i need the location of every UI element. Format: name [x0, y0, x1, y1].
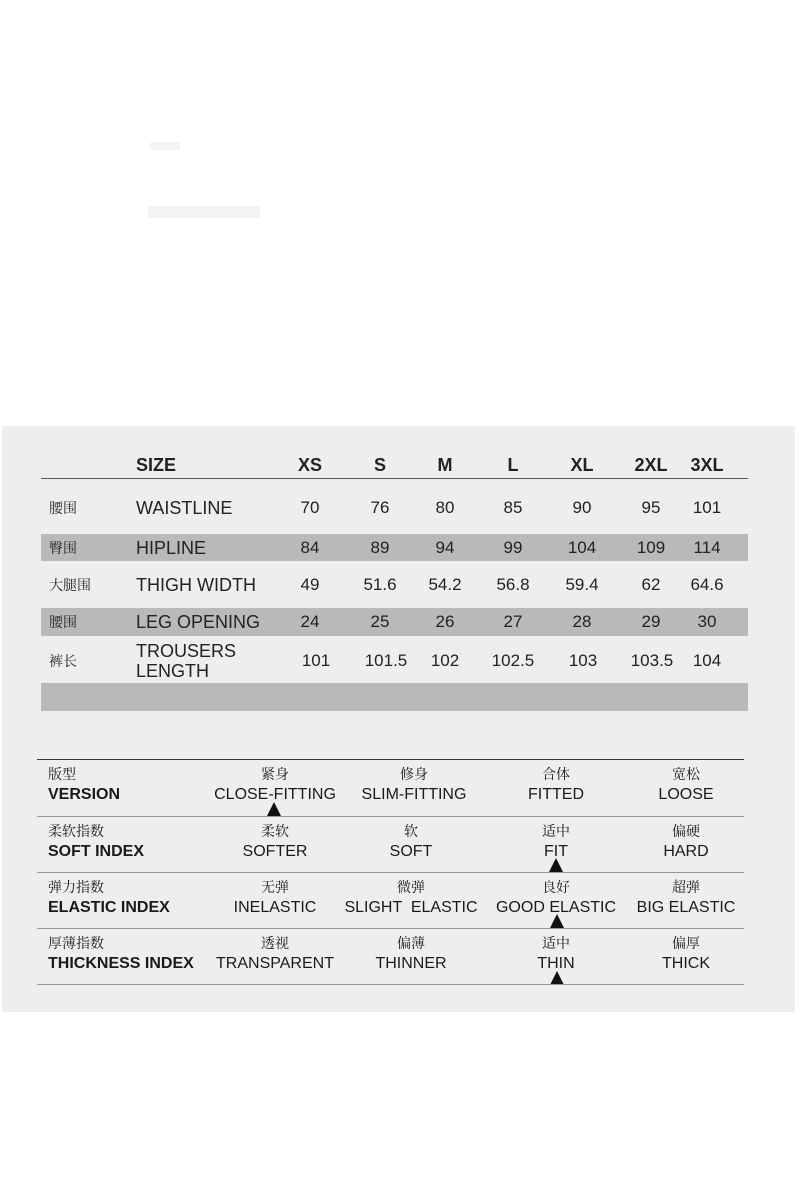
index-option [611, 766, 761, 804]
option-zh: 适中 [542, 824, 570, 840]
index-option [339, 766, 489, 804]
index-option [611, 879, 761, 917]
cell-m: 54.2 [428, 575, 462, 594]
index-label [48, 766, 120, 804]
cell-m: 102 [430, 651, 460, 670]
index-option [200, 766, 350, 804]
option-en: GOOD ELASTIC [495, 899, 617, 916]
row-label-cn: 大腿围 [49, 578, 91, 594]
triangle-up-icon [550, 914, 564, 928]
option-zh: 紧身 [261, 767, 289, 783]
faint-mark [150, 142, 180, 150]
cell-2xl: 29 [641, 612, 661, 631]
index-row-version [37, 760, 744, 816]
cell-xs: 84 [300, 537, 320, 557]
option-en: THICK [662, 955, 710, 972]
index-row-thickness [37, 929, 744, 985]
table-row [41, 640, 748, 682]
option-zh: 柔软 [261, 824, 289, 840]
option-en: SLIM-FITTING [361, 786, 467, 803]
index-option [481, 879, 631, 917]
cell-l: 27 [503, 612, 523, 631]
option-en: TRANSPARENT [216, 955, 334, 972]
table-row [41, 608, 748, 636]
size-header-label: SIZE [136, 455, 177, 475]
cell-3xl: 104 [692, 651, 722, 670]
index-option [611, 935, 761, 973]
row-label-cn: 裤长 [49, 654, 77, 670]
size-header-row [41, 452, 748, 478]
cell-3xl: 101 [692, 498, 722, 517]
table-row [41, 490, 748, 526]
index-label-en: ELASTIC INDEX [48, 899, 170, 916]
index-row-elastic [37, 873, 744, 929]
option-zh: 软 [404, 824, 418, 840]
option-en: LOOSE [658, 786, 714, 803]
option-en: SOFT [389, 843, 433, 860]
option-en: INELASTIC [233, 899, 317, 916]
cell-m: 94 [435, 537, 455, 557]
cell-s: 51.6 [363, 575, 397, 594]
index-label-en: VERSION [48, 786, 121, 803]
option-zh: 偏薄 [397, 936, 425, 952]
header-divider [41, 478, 748, 479]
size-header-s: S [373, 454, 386, 475]
triangle-up-icon [549, 858, 563, 872]
row-label-cn: 臀围 [49, 540, 77, 557]
option-en: THINNER [375, 955, 447, 972]
option-en: HARD [663, 843, 709, 860]
cell-s: 101.5 [364, 651, 408, 670]
table-row [41, 534, 748, 561]
index-option [481, 766, 631, 804]
index-label [48, 823, 144, 861]
cell-2xl: 62 [641, 575, 661, 594]
option-zh: 偏厚 [672, 936, 700, 952]
index-label-zh: 版型 [48, 767, 76, 783]
option-zh: 偏硬 [672, 824, 700, 840]
option-en: FIT [544, 843, 568, 860]
row-label-cn: 腰围 [49, 501, 77, 517]
row-label-en: LEG OPENING [136, 612, 261, 632]
cell-xl: 59.4 [565, 575, 599, 594]
index-option [481, 823, 631, 861]
cell-xl: 103 [568, 651, 598, 670]
index-divider [37, 984, 744, 985]
option-en: FITTED [528, 786, 584, 803]
row-label-en [136, 640, 236, 682]
cell-l: 99 [503, 537, 523, 557]
option-zh: 合体 [542, 767, 570, 783]
cell-l: 56.8 [496, 575, 530, 594]
size-header-xs: XS [297, 454, 322, 475]
row-label-en: HIPLINE [136, 537, 207, 558]
index-option [611, 823, 761, 861]
cell-s: 76 [370, 498, 390, 517]
row-label-en-line2: LENGTH [136, 661, 210, 681]
index-label [48, 935, 194, 973]
cell-3xl: 114 [693, 537, 721, 557]
triangle-up-icon [550, 971, 564, 985]
option-zh: 透视 [261, 936, 289, 952]
option-en: CLOSE-FITTING [214, 786, 336, 803]
option-en: BIG ELASTIC [636, 899, 736, 916]
cell-3xl: 64.6 [690, 575, 724, 594]
cell-xl: 28 [572, 612, 592, 631]
option-zh: 超弹 [672, 880, 700, 896]
cell-2xl: 109 [636, 537, 666, 557]
size-header-l: L [507, 454, 519, 475]
index-option [200, 879, 350, 917]
row-label-en-line1: TROUSERS [136, 641, 237, 661]
option-zh: 适中 [542, 936, 570, 952]
cell-xl: 90 [572, 498, 592, 517]
cell-xs: 101 [301, 651, 331, 670]
option-zh: 修身 [400, 767, 428, 783]
index-label-en: THICKNESS INDEX [48, 955, 194, 972]
faint-mark [148, 206, 260, 218]
size-header-2xl: 2XL [634, 454, 668, 475]
index-option [200, 935, 350, 973]
index-option [200, 823, 350, 861]
cell-m: 26 [435, 612, 455, 631]
option-en: THIN [537, 955, 575, 972]
cell-xs: 49 [300, 575, 320, 594]
row-label-en: THIGH WIDTH [136, 575, 256, 595]
triangle-up-icon [267, 802, 281, 816]
cell-xs: 24 [300, 612, 320, 631]
option-en: SLIGHT ELASTIC [344, 899, 478, 916]
size-header-xl: XL [570, 454, 594, 475]
index-row-soft [37, 817, 744, 873]
cell-2xl: 95 [641, 498, 661, 517]
index-label-zh: 厚薄指数 [48, 936, 104, 952]
row-label-en: WAISTLINE [136, 498, 233, 518]
cell-l: 102.5 [491, 651, 535, 670]
index-option [481, 935, 631, 973]
size-header-m: M [437, 454, 453, 475]
option-en: SOFTER [242, 843, 308, 860]
index-option [336, 879, 486, 917]
row-label-cn: 腰围 [49, 615, 77, 631]
index-option [336, 935, 486, 973]
cell-m: 80 [435, 498, 455, 517]
option-zh: 良好 [542, 880, 570, 896]
cell-l: 85 [503, 498, 523, 517]
index-option [336, 823, 486, 861]
cell-s: 25 [370, 612, 390, 631]
option-zh: 无弹 [261, 880, 289, 896]
table-footer-bar [41, 683, 748, 711]
index-label-en: SOFT INDEX [48, 843, 145, 860]
cell-3xl: 30 [697, 612, 717, 631]
cell-2xl: 103.5 [630, 651, 674, 670]
size-header-3xl: 3XL [690, 454, 724, 475]
index-label [48, 879, 170, 917]
index-label-zh: 柔软指数 [48, 824, 104, 840]
option-zh: 宽松 [672, 767, 700, 783]
table-row [41, 568, 748, 602]
cell-xs: 70 [300, 498, 320, 517]
option-zh: 微弹 [397, 880, 425, 896]
index-label-zh: 弹力指数 [48, 880, 104, 896]
cell-xl: 104 [567, 537, 597, 557]
cell-s: 89 [370, 537, 390, 557]
